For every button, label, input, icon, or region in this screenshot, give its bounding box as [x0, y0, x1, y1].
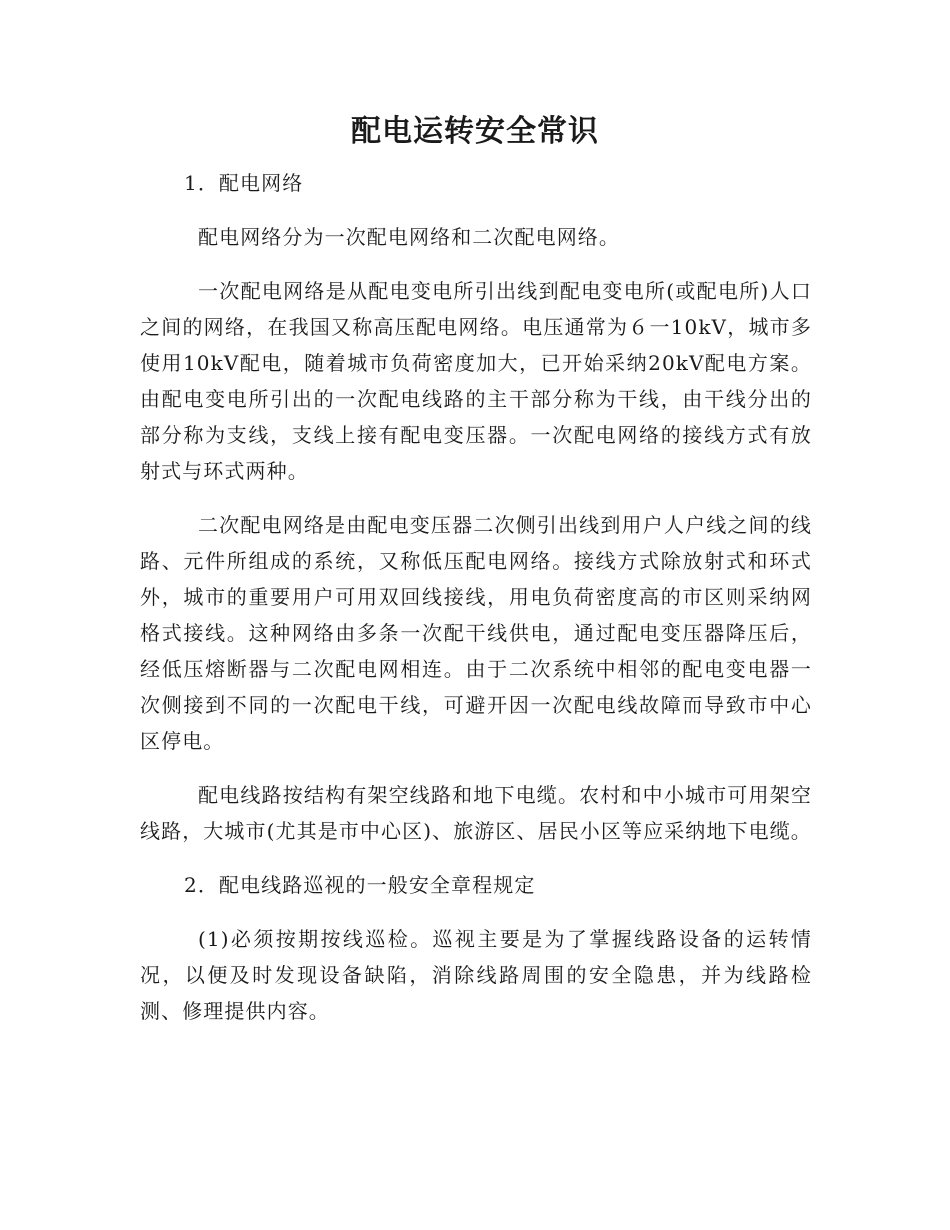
paragraph: 二次配电网络是由配电变压器二次侧引出线到用户人户线之间的线路、元件所组成的系统，又称低压配电网络。接线方式除放射式和环式外，城市的重要用户可用双回线接线，用电负荷密度高的市区则采纳网格式接线。这种网络由多条一次配干线供电，通过配电变压器降压后，经低压熔断器与二次配电网相连。由于二次系统中相邻的配电变电器一次侧接到不同的一次配电干线，可避开因一次配电线故障而导致市中心区停电。 — [140, 513, 812, 753]
paragraph: 一次配电网络是从配电变电所引出线到配电变电所(或配电所)人口之间的网络，在我国又称高压配电网络。电压通常为６一10kV，城市多使用10kV配电，随着城市负荷密度加大，已开始采纳20kV配电方案。由配电变电所引出的一次配电线路的主干部分称为干线，由干线分出的部分称为支线，支线上接有配电变压器。一次配电网络的接线方式有放射式与环式两种。 — [140, 279, 812, 483]
section-heading: 1．配电网络 — [184, 171, 304, 195]
document-body — [140, 165, 812, 1047]
paragraph: (1)必须按期按线巡检。巡视主要是为了掌握线路设备的运转情况，以便及时发现设备缺陷，消除线路周围的安全隐患，并为线路检测、修理提供内容。 — [140, 927, 812, 1023]
document-title: 配电运转安全常识 — [351, 114, 599, 149]
paragraph: 配电网络分为一次配电网络和二次配电网络。 — [198, 225, 620, 249]
paragraph: 配电线路按结构有架空线路和地下电缆。农村和中小城市可用架空线路，大城市(尤其是市中心区)、旅游区、居民小区等应采纳地下电缆。 — [140, 783, 812, 843]
section-heading: 2．配电线路巡视的一般安全章程规定 — [184, 873, 536, 897]
